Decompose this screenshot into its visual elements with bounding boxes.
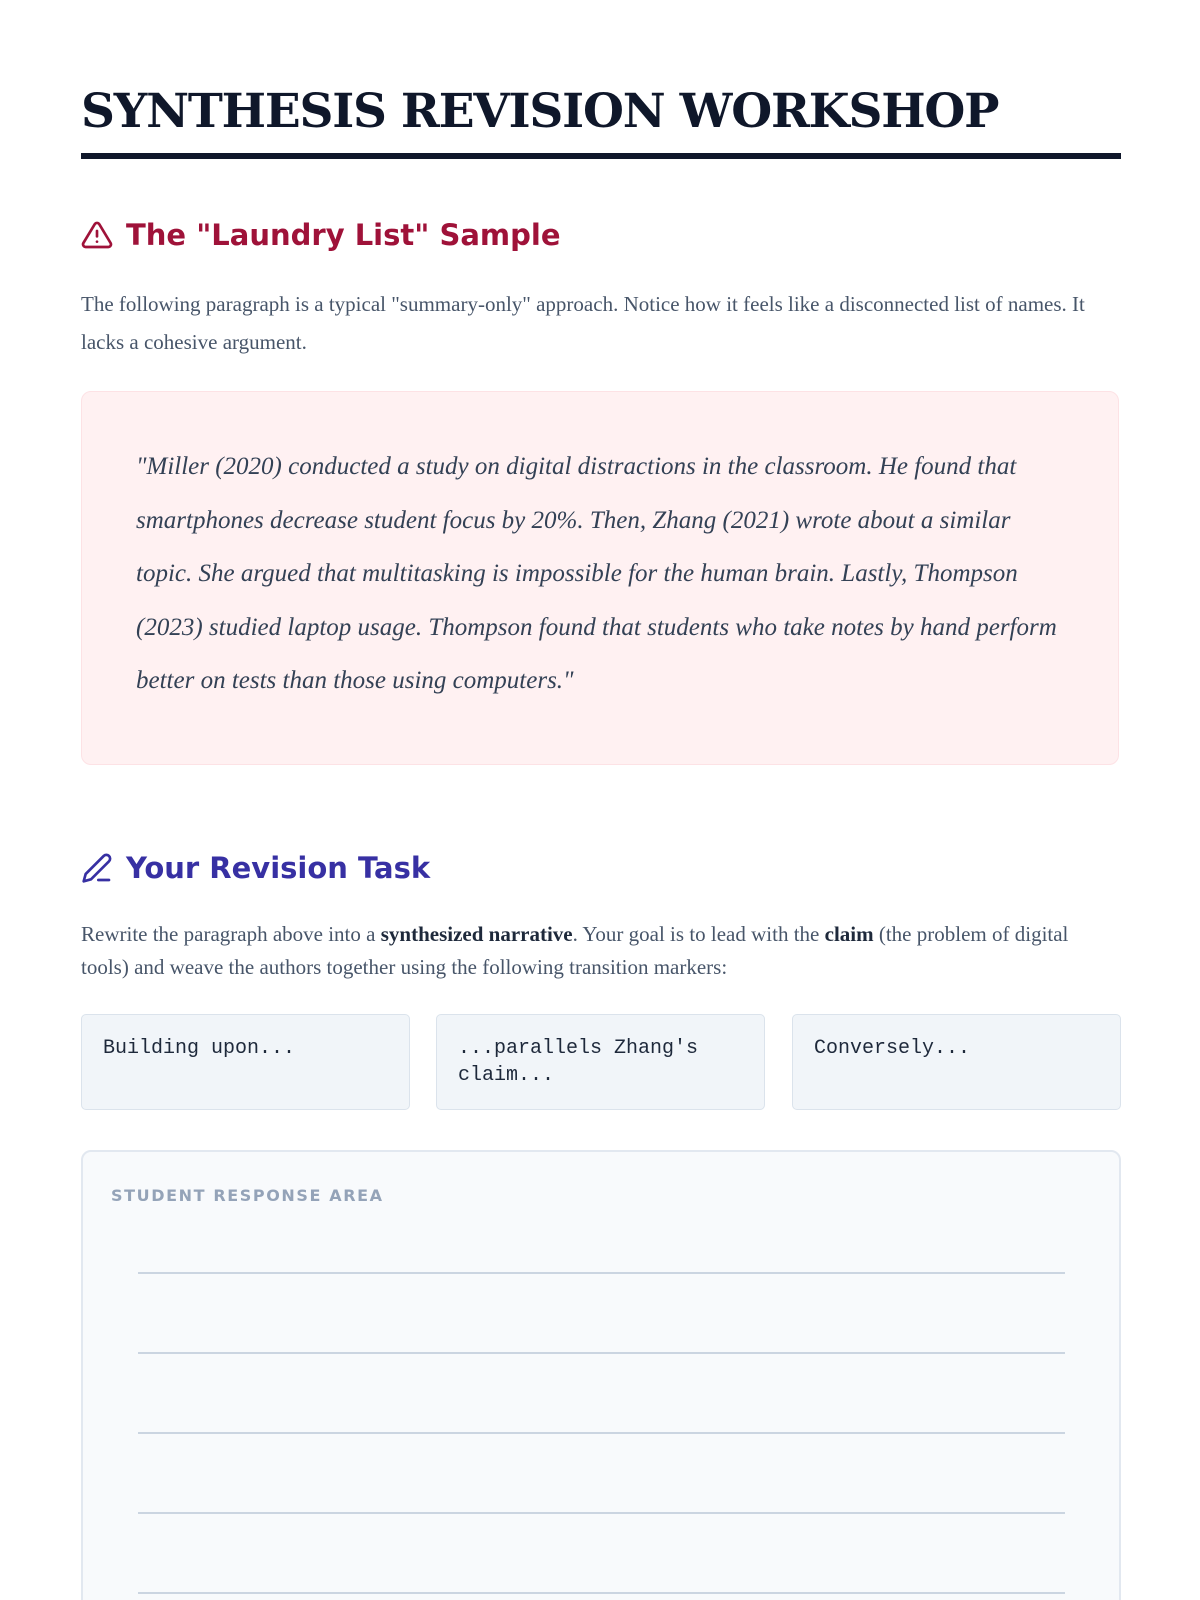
sample-section-heading [81,218,561,252]
writing-line [138,1432,1065,1434]
writing-line [138,1512,1065,1514]
writing-line [138,1592,1065,1594]
warning-triangle-icon [81,219,113,251]
title-divider [81,153,1121,159]
transition-marker-parallels: ...parallels Zhang's claim... [436,1014,765,1110]
task-heading-text: Your Revision Task [126,851,431,885]
pencil-icon [81,852,113,884]
instructions-bold-synthesized: synthesized narrative [380,922,573,946]
writing-line [138,1272,1065,1274]
response-area-label: STUDENT RESPONSE AREA [111,1186,384,1205]
sample-intro-text: The following paragraph is a typical "summary-only" approach. Notice how it feels like a disconnected list of names. It lacks a cohesive argument. [81,292,1085,354]
writing-line [138,1352,1065,1354]
sample-heading-text: The "Laundry List" Sample [126,218,561,252]
task-section-heading [81,851,430,885]
transition-markers [81,1014,1121,1110]
transition-marker-building-upon: Building upon... [81,1014,410,1110]
student-response-area[interactable] [81,1150,1121,1600]
task-instructions [81,918,1121,984]
transition-marker-conversely: Conversely... [792,1014,1121,1110]
instructions-text-1: Rewrite the paragraph above into a [81,922,381,946]
instructions-text-2: . Your goal is to lead with the [572,922,825,946]
page-title: SYNTHESIS REVISION WORKSHOP [81,84,999,139]
laundry-list-sample-box [81,391,1119,765]
instructions-text-3: (the problem of digital tools) and weave the authors together using the following transition markers: [81,922,1069,979]
sample-paragraph: "Miller (2020) conducted a study on digital distractions in the classroom. He found that smartphones decrease student focus by 20%. Then, Zhang (2021) wrote about a similar topic. She argued that multitasking is impossible for the human brain. Lastly, Thompson (2023) studied laptop usage. Thompson found that students who take notes by hand perform better on tests than those using computers." [136,453,1057,694]
instructions-bold-claim: claim [824,922,874,946]
